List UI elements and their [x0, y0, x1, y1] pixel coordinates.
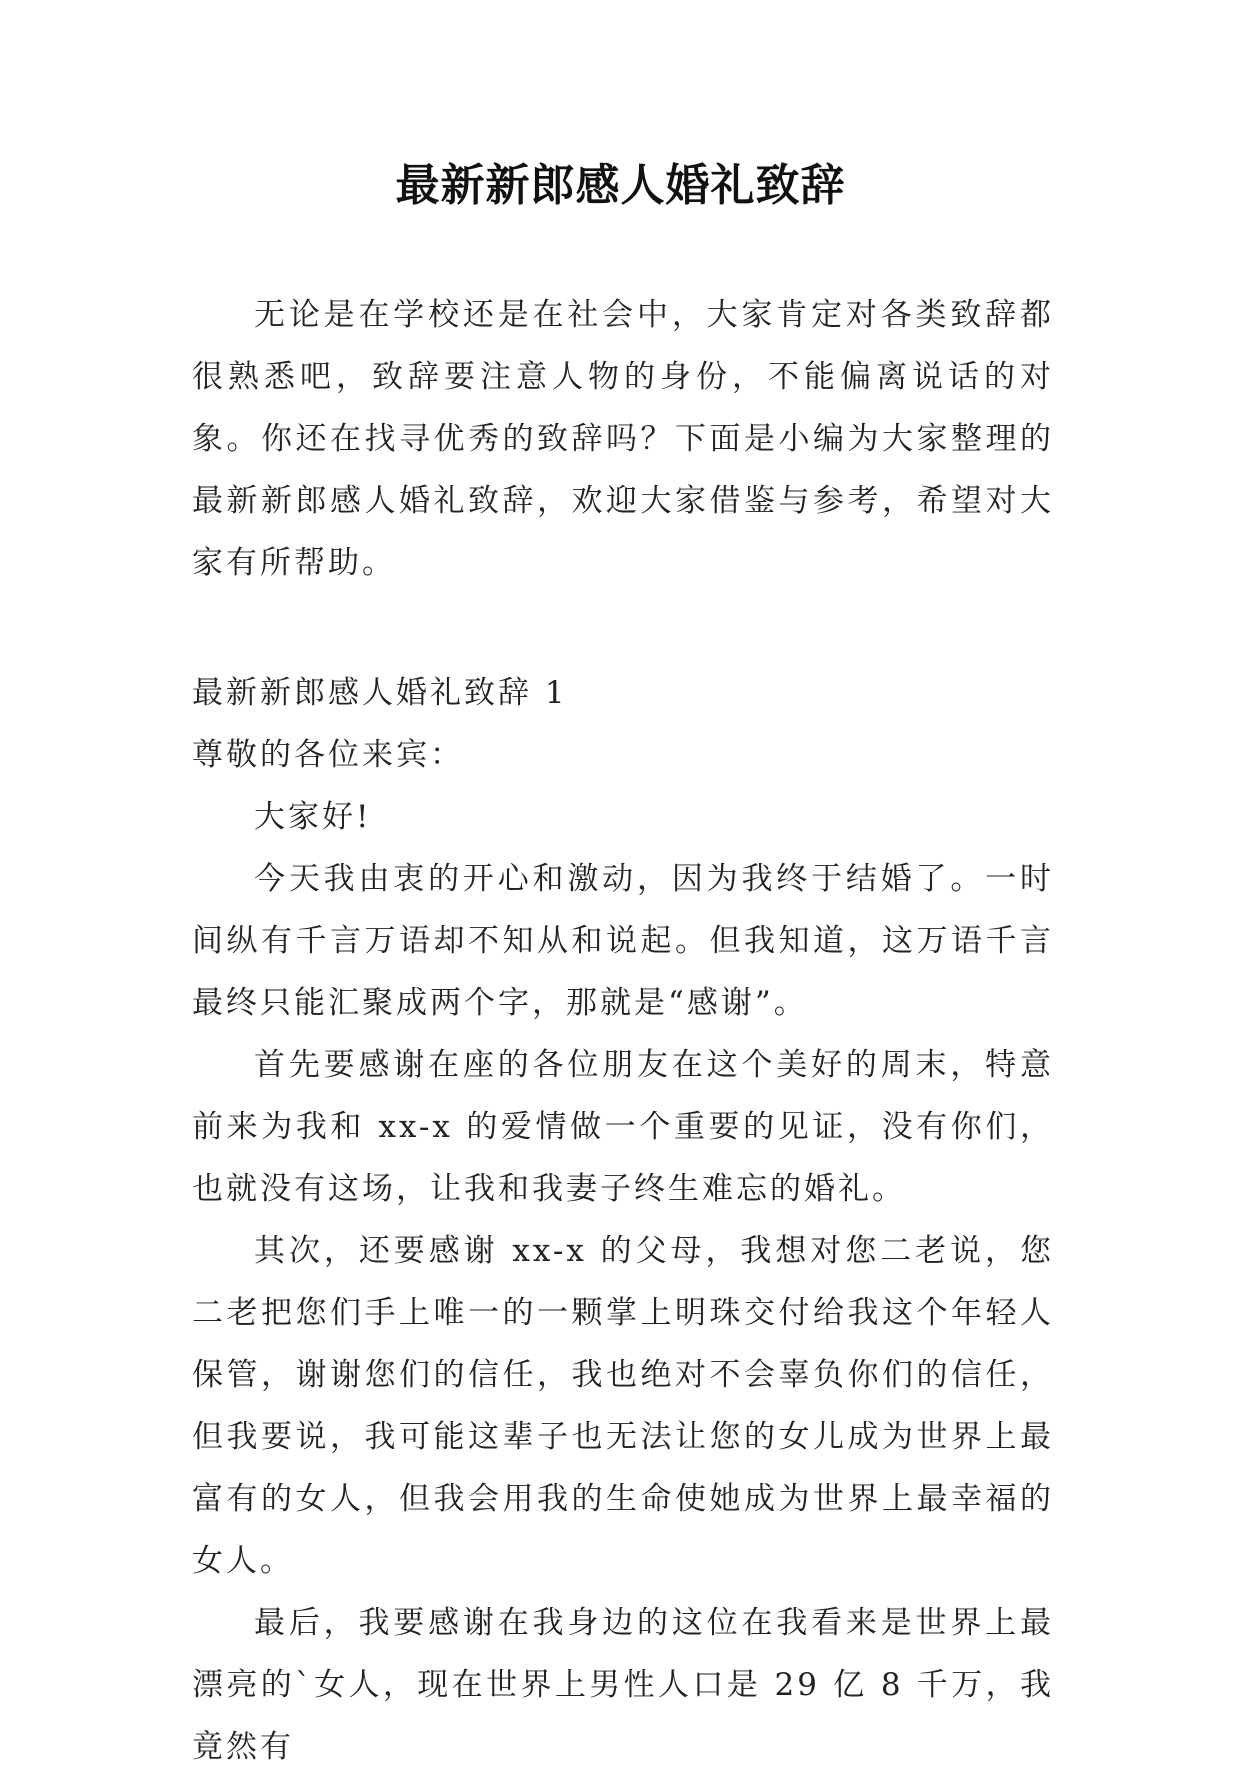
paragraph-thank-bride: 最后，我要感谢在我身边的这位在我看来是世界上最漂亮的`女人，现在世界上男性人口是 29 亿 8 千万，我竟然有: [192, 1605, 1054, 1765]
document-body: [192, 284, 1054, 1778]
paragraph-gratitude: 今天我由衷的开心和激动，因为我终于结婚了。一时间纵有千言万语却不知从和说起。但我知道，这万语千言最终只能汇聚成两个字，那就是“感谢”。: [192, 861, 1054, 1021]
section-heading: 最新新郎感人婚礼致辞 1: [192, 675, 568, 711]
document-title: 最新新郎感人婚礼致辞: [395, 160, 846, 211]
paragraph-thank-guests: 首先要感谢在座的各位朋友在这个美好的周末，特意前来为我和 xx-x 的爱情做一个重要的见证，没有你们，也就没有这场，让我和我妻子终生难忘的婚礼。: [192, 1047, 1054, 1207]
salutation: 尊敬的各位来宾：: [192, 737, 464, 773]
section-spacer: [192, 594, 1054, 662]
intro-paragraph: 无论是在学校还是在社会中，大家肯定对各类致辞都很熟悉吧，致辞要注意人物的身份，不能偏离说话的对象。你还在找寻优秀的致辞吗？下面是小编为大家整理的最新新郎感人婚礼致辞，欢迎大家借鉴与参考，希望对大家有所帮助。: [192, 297, 1054, 581]
greeting: 大家好!: [254, 799, 372, 835]
paragraph-thank-parents: 其次，还要感谢 xx-x 的父母，我想对您二老说，您二老把您们手上唯一的一颗掌上明珠交付给我这个年轻人保管，谢谢您们的信任，我也绝对不会辜负你们的信任，但我要说，我可能这辈子也无法让您的女儿成为世界上最富有的女人，但我会用我的生命使她成为世界上最幸福的女人。: [192, 1233, 1054, 1579]
